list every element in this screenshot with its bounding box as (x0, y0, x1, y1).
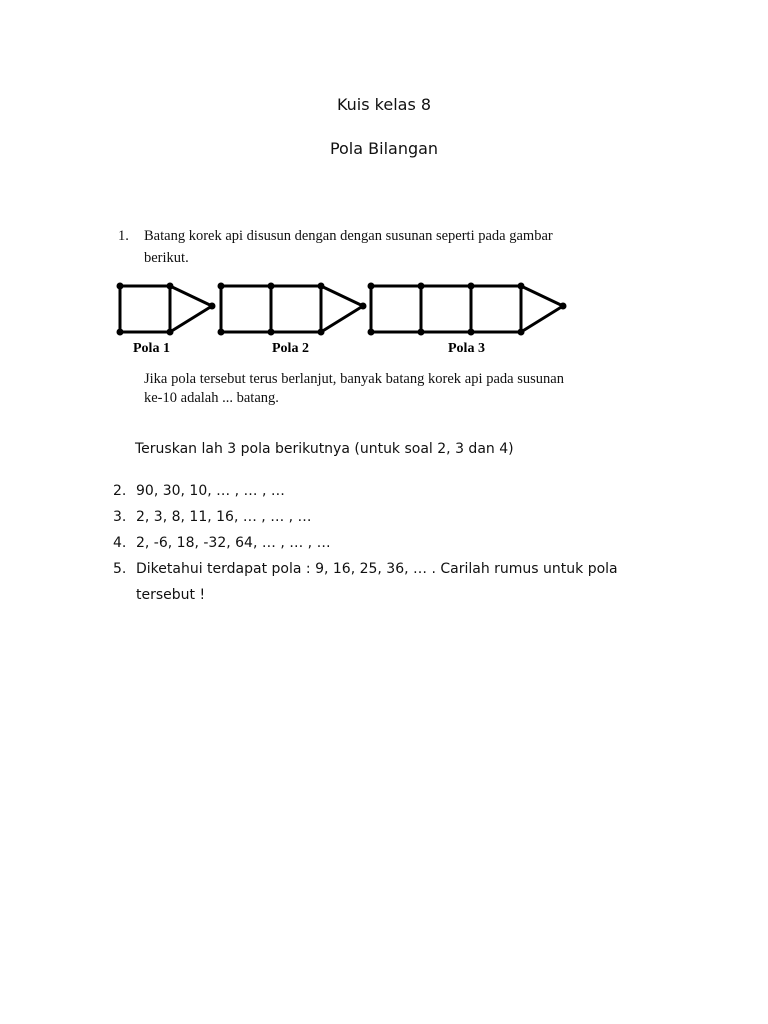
question-1-text: Batang korek api disusun dengan dengan susunan seperti pada gambar berikut. (144, 228, 553, 266)
pattern-3-drawing (371, 286, 563, 332)
question-2-text: 90, 30, 10, … , … , … (136, 483, 285, 499)
question-1-number: 1. (118, 228, 129, 244)
question-3-text: 2, 3, 8, 11, 16, … , … , … (136, 509, 312, 525)
question-2-number: 2. (113, 483, 127, 499)
question-3-number: 3. (113, 509, 127, 525)
instruction-text: Teruskan lah 3 pola berikutnya (untuk soal 2, 3 dan 4) (135, 441, 514, 457)
pattern-2-label: Pola 2 (272, 341, 309, 356)
quiz-title: Kuis kelas 8 (336, 95, 432, 114)
question-4-text: 2, -6, 18, -32, 64, … , … , … (136, 535, 331, 551)
matchstick-pattern-figure (110, 278, 580, 360)
question-5-number: 5. (113, 561, 127, 577)
question-1-follow-up: Jika pola tersebut terus berlanjut, banyak batang korek api pada susunan ke-10 adalah ... batang. (144, 371, 564, 406)
question-5-text: Diketahui terdapat pola : 9, 16, 25, 36, … . Carilah rumus untuk pola tersebut ! (136, 561, 618, 603)
pattern-1-label: Pola 1 (133, 341, 170, 356)
pattern-2-drawing (221, 286, 363, 332)
question-4-number: 4. (113, 535, 127, 551)
pattern-1-drawing (120, 286, 212, 332)
pattern-3-label: Pola 3 (448, 341, 485, 356)
quiz-subtitle: Pola Bilangan (329, 139, 439, 158)
